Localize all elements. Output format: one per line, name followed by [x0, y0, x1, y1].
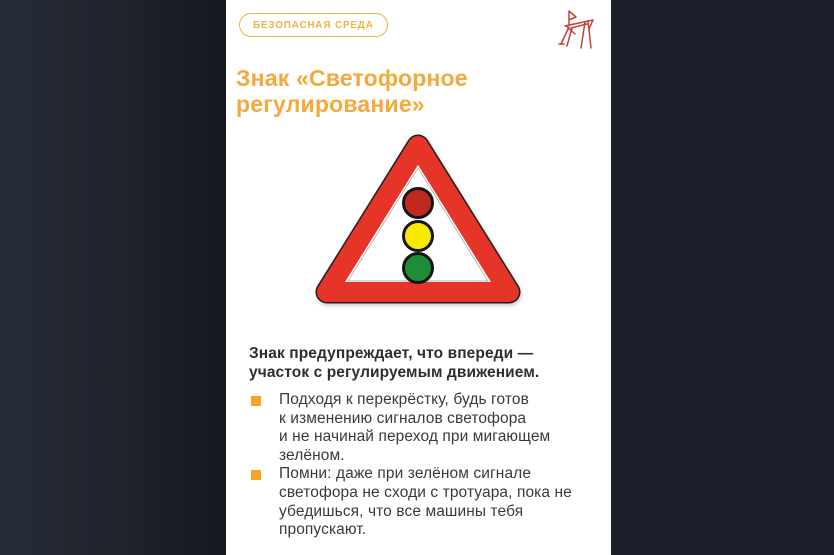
red-light [404, 189, 433, 218]
tip-text [279, 465, 572, 539]
backdrop-right [611, 0, 834, 555]
tip-line: Помни: даже при зелёном сигнале [279, 465, 532, 483]
page-title [236, 66, 468, 117]
traffic-light-warning-sign [312, 122, 524, 316]
tips-list [249, 391, 601, 540]
bullet-square-icon [251, 470, 261, 480]
tip-line: убедишься, что все машины тебя [279, 502, 524, 520]
green-light [404, 254, 433, 283]
sign-description [249, 345, 539, 383]
title-line-2: регулирование» [236, 90, 425, 117]
description-line-1: Знак предупреждает, что впереди — [249, 345, 534, 362]
series-badge-label: БЕЗОПАСНАЯ СРЕДА [253, 20, 374, 31]
description-line-2: участок с регулируемым движением. [249, 363, 540, 381]
poster-card [226, 0, 611, 555]
brand-animal-logo-icon [557, 6, 597, 52]
bullet-square-icon [251, 396, 261, 406]
title-line-1: Знак «Светофорное [236, 65, 468, 91]
list-item [249, 465, 601, 539]
yellow-light [404, 222, 433, 251]
tip-line: пропускают. [279, 521, 367, 539]
list-item [249, 391, 601, 465]
tip-line: Подходя к перекрёстку, будь готов [279, 391, 529, 408]
backdrop-left [0, 0, 226, 555]
tip-line: и не начинай переход при мигающем [279, 428, 551, 446]
tip-text [279, 391, 550, 465]
tip-line: зелёном. [279, 446, 345, 464]
tip-line: к изменению сигналов светофора [279, 409, 527, 427]
series-badge [239, 13, 388, 37]
tip-line: светофора не сходи с тротуара, пока не [279, 483, 572, 501]
